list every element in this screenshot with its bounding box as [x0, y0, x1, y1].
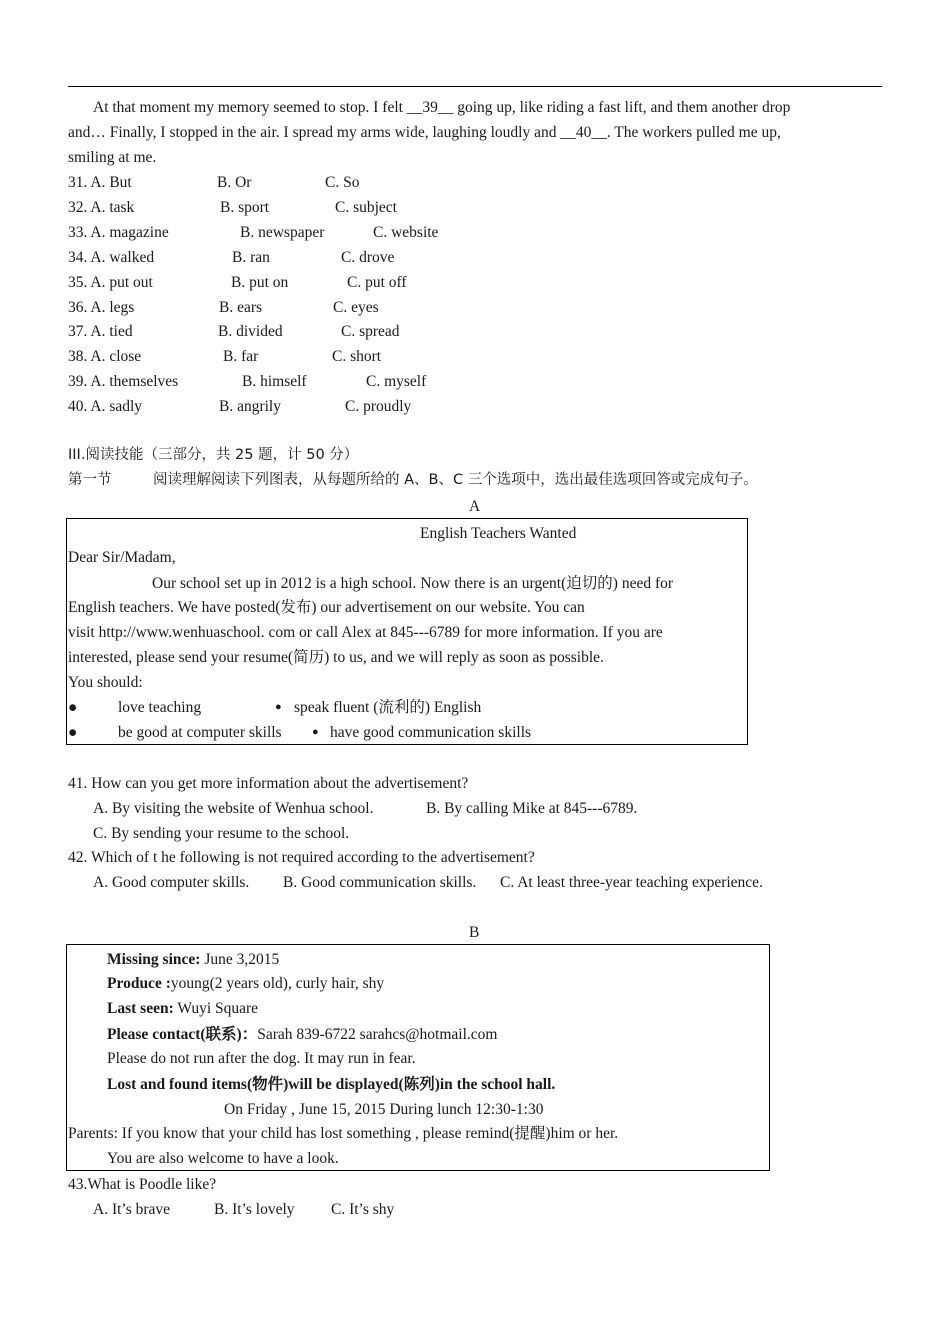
option-31-a[interactable]: 31. A. But: [68, 174, 132, 191]
option-33-b[interactable]: B. newspaper: [240, 224, 325, 241]
requirement-love-teaching: love teaching: [118, 699, 202, 716]
last-seen-label: Last seen:: [107, 1000, 174, 1017]
last-seen: [107, 996, 258, 1021]
option-37-b[interactable]: B. divided: [218, 323, 283, 340]
display-date: On Friday , June 15, 2015 During lunch 12:30-1:30: [224, 1101, 544, 1118]
option-35-b[interactable]: B. put on: [231, 274, 289, 291]
option-39-b[interactable]: B. himself: [242, 373, 307, 390]
option-32-c[interactable]: C. subject: [335, 199, 397, 216]
option-32-b[interactable]: B. sport: [220, 199, 270, 216]
missing-since-value: June 3,2015: [200, 951, 280, 968]
option-34-c[interactable]: C. drove: [341, 249, 395, 266]
bullet-icon: ●: [68, 699, 78, 716]
option-36-a[interactable]: 36. A. legs: [68, 299, 135, 316]
option-39-c[interactable]: C. myself: [366, 373, 427, 390]
lost-found-notice: Lost and found items(物件)will be displayed(陈列)in the school hall.: [107, 1076, 556, 1093]
option-36-c[interactable]: C. eyes: [333, 299, 379, 316]
q41-option-b[interactable]: B. By calling Mike at 845---6789.: [426, 800, 638, 817]
option-40-a[interactable]: 40. A. sadly: [68, 398, 143, 415]
bullet-icon: ●: [275, 701, 282, 713]
option-36-b[interactable]: B. ears: [219, 299, 263, 316]
produce: [107, 971, 384, 996]
parents-note: Parents: If you know that your child has lost something , please remind(提醒)him or her.: [68, 1125, 619, 1142]
option-40-b[interactable]: B. angrily: [219, 398, 281, 415]
missing-since: [107, 947, 279, 972]
section-title: III.阅读技能（三部分，共 25 题，计 50 分）: [68, 447, 359, 463]
option-33-a[interactable]: 33. A. magazine: [68, 224, 169, 241]
contact-value: Sarah 839-6722 sarahcs@hotmail.com: [257, 1026, 498, 1043]
option-35-c[interactable]: C. put off: [347, 274, 407, 291]
passage-a-line-2: English teachers. We have posted(发布) our advertisement on our website. You can: [68, 599, 585, 616]
passage-a-line-1: Our school set up in 2012 is a high school. Now there is an urgent(迫切的) need for: [152, 575, 674, 592]
q43-option-c[interactable]: C. It’s shy: [331, 1201, 395, 1218]
last-seen-value: Wuyi Square: [173, 1000, 259, 1017]
passage-line-1: At that moment my memory seemed to stop. I felt __39__ going up, like riding a fast lift, and them another drop: [93, 99, 791, 116]
q41-option-c[interactable]: C. By sending your resume to the school.: [93, 825, 350, 842]
requirement-communication-skills: have good communication skills: [330, 724, 532, 741]
top-rule: [68, 86, 882, 87]
section-sub-label: 第一节: [68, 472, 112, 488]
section-sub-text: 阅读理解阅读下列图表，从每题所给的 A、B、C 三个选项中，选出最佳选项回答或完成句子。: [153, 472, 758, 488]
q43-option-b[interactable]: B. It’s lovely: [214, 1201, 295, 1218]
option-37-c[interactable]: C. spread: [341, 323, 400, 340]
option-38-c[interactable]: C. short: [332, 348, 382, 365]
bullet-icon: ●: [68, 724, 78, 741]
passage-a-greeting: Dear Sir/Madam,: [68, 549, 176, 566]
option-32-a[interactable]: 32. A. task: [68, 199, 135, 216]
passage-b-letter: B: [469, 924, 480, 941]
option-38-b[interactable]: B. far: [223, 348, 259, 365]
option-33-c[interactable]: C. website: [373, 224, 439, 241]
requirement-computer-skills: be good at computer skills: [118, 724, 282, 741]
question-42: 42. Which of t he following is not required according to the advertisement?: [68, 849, 535, 866]
produce-label: Produce :: [107, 975, 171, 992]
question-43: 43.What is Poodle like?: [68, 1176, 217, 1193]
passage-a-line-4: interested, please send your resume(简历) to us, and we will reply as soon as possible.: [68, 649, 604, 666]
requirement-fluent-english: speak fluent (流利的) English: [294, 699, 482, 716]
bullet-icon: ●: [312, 726, 319, 738]
passage-a-line-3: visit http://www.wenhuaschool. com or call Alex at 845---6789 for more information. If you are: [68, 624, 663, 641]
q42-option-c[interactable]: C. At least three-year teaching experience.: [500, 874, 763, 891]
option-37-a[interactable]: 37. A. tied: [68, 323, 133, 340]
q42-option-b[interactable]: B. Good communication skills.: [283, 874, 477, 891]
missing-since-label: Missing since:: [107, 951, 201, 968]
option-31-b[interactable]: B. Or: [217, 174, 252, 191]
option-31-c[interactable]: C. So: [325, 174, 360, 191]
contact: [107, 1022, 497, 1047]
passage-a-line-5: You should:: [68, 674, 143, 691]
option-35-a[interactable]: 35. A. put out: [68, 274, 153, 291]
question-41: 41. How can you get more information about the advertisement?: [68, 775, 469, 792]
contact-label: Please contact(联系)：: [107, 1026, 258, 1043]
passage-line-3: smiling at me.: [68, 149, 157, 166]
welcome-note: You are also welcome to have a look.: [107, 1150, 339, 1167]
option-34-b[interactable]: B. ran: [232, 249, 270, 266]
q43-option-a[interactable]: A. It’s brave: [93, 1201, 171, 1218]
option-39-a[interactable]: 39. A. themselves: [68, 373, 179, 390]
dog-warning: Please do not run after the dog. It may run in fear.: [107, 1050, 416, 1067]
passage-a-letter: A: [469, 498, 481, 515]
passage-a-title: English Teachers Wanted: [420, 525, 577, 542]
option-38-a[interactable]: 38. A. close: [68, 348, 142, 365]
option-40-c[interactable]: C. proudly: [345, 398, 412, 415]
option-34-a[interactable]: 34. A. walked: [68, 249, 155, 266]
q41-option-a[interactable]: A. By visiting the website of Wenhua school.: [93, 800, 374, 817]
passage-line-2: and… Finally, I stopped in the air. I spread my arms wide, laughing loudly and __40__. The workers pulled me up,: [68, 124, 781, 141]
produce-value: young(2 years old), curly hair, shy: [170, 975, 385, 992]
q42-option-a[interactable]: A. Good computer skills.: [93, 874, 250, 891]
